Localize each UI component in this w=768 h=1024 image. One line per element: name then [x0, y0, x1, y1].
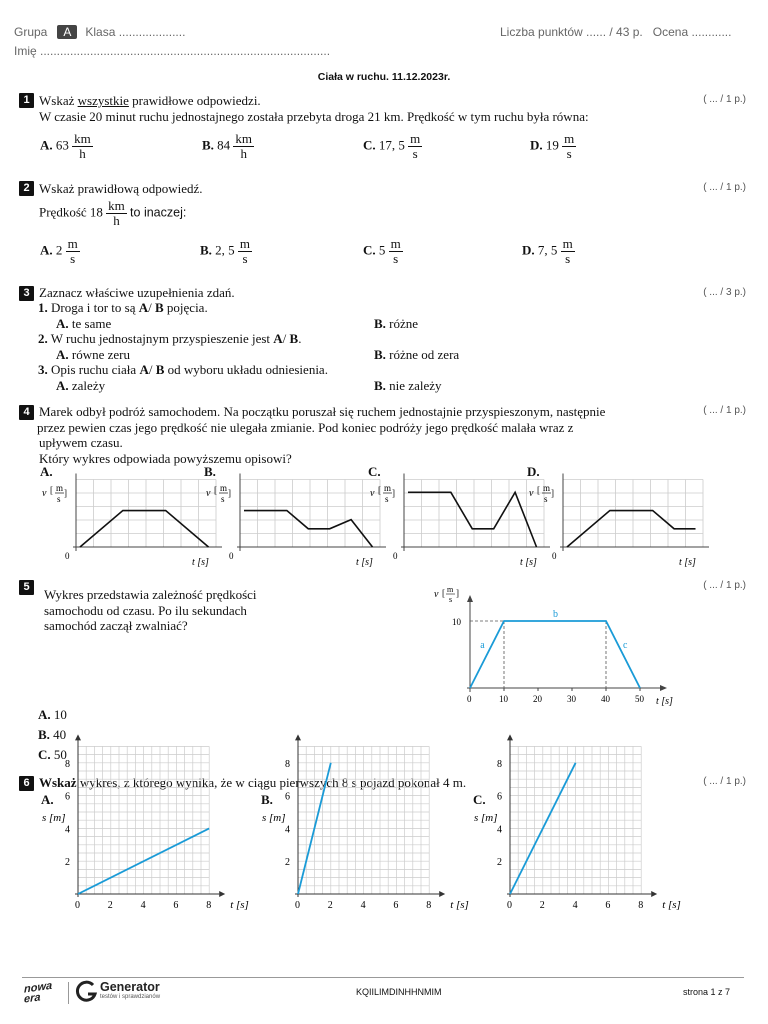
y-tick-label: 2 — [285, 857, 290, 869]
q6-graph-letter: C. — [473, 792, 486, 807]
answer-unit — [562, 132, 576, 161]
x-tick-label: 2 — [327, 900, 333, 911]
q3-statement: 2. W ruchu jednostajnym przyspieszenie jest A/ B. — [38, 331, 302, 346]
x-tick-label: 6 — [173, 900, 179, 911]
x-axis-arrow — [439, 891, 445, 897]
x-axis-label: t [s] — [450, 899, 469, 911]
footer-code: KQIILIMDINHHNMIM — [356, 987, 442, 997]
answer-letter: B. — [200, 242, 216, 258]
answer-value: 50 — [53, 747, 67, 762]
question-number-3: 3 — [19, 286, 34, 301]
answer-unit — [72, 132, 93, 161]
y-axis-unit-den: s — [385, 494, 389, 504]
y-axis-label-v: v — [529, 488, 534, 499]
answer-unit — [66, 237, 80, 266]
q3-statement-number: 3. — [38, 362, 48, 377]
x-axis-arrow — [219, 891, 225, 897]
answer-letter: D. — [530, 137, 546, 153]
y-tick-label: 8 — [497, 758, 502, 770]
question-number-6: 6 — [19, 776, 34, 791]
unit-numerator: km — [74, 131, 91, 146]
footer-page: strona 1 z 7 — [683, 987, 731, 997]
y-axis-unit-num: m — [220, 483, 228, 493]
klasa-field: Klasa .................... — [85, 25, 186, 39]
y-axis-label-bracket: [ — [537, 485, 540, 495]
q3-option-b[interactable]: B. różne — [374, 316, 419, 331]
answer-value: 10 — [53, 707, 67, 722]
question-number-4: 4 — [19, 405, 34, 420]
y-tick-label: 8 — [65, 758, 70, 770]
y-tick-label: 4 — [497, 824, 502, 836]
q4-graph-letter: A. — [40, 464, 53, 479]
unit-denominator: s — [566, 146, 572, 161]
y-tick-label: 8 — [285, 758, 290, 770]
origin-label: 0 — [65, 551, 70, 561]
unit-denominator: s — [242, 251, 248, 266]
answer-option[interactable] — [202, 132, 254, 161]
q6-graph-letter: B. — [261, 792, 273, 807]
y-tick-label: 2 — [65, 857, 70, 869]
unit-numerator: m — [239, 236, 251, 251]
question-number-5: 5 — [19, 580, 34, 595]
q3-intro: Zaznacz właściwe uzupełnienia zdań. — [39, 285, 235, 300]
answer-letter: D. — [522, 242, 538, 258]
q4-graph-curve — [80, 511, 209, 547]
q4-graph-svg — [523, 462, 696, 572]
q4-graph-curve — [244, 511, 373, 547]
x-axis-label: t [s] — [192, 557, 209, 568]
x-tick-label: 2 — [539, 900, 545, 911]
y-axis-label-bracket: ] — [228, 488, 231, 498]
y-axis-label-v: v — [42, 488, 47, 499]
q3-option-a[interactable]: A. równe zeru — [56, 347, 130, 362]
q1-points: ( ... / 1 p.) — [703, 94, 746, 105]
q3-points: ( ... / 3 p.) — [703, 287, 746, 298]
q4-graph-svg — [200, 462, 373, 572]
answer-value: 84 — [217, 137, 234, 153]
answer-unit — [233, 132, 254, 161]
q6-points: ( ... / 1 p.) — [703, 776, 746, 787]
x-axis-label: t [s] — [656, 696, 673, 707]
grupa-label: Grupa — [14, 25, 48, 39]
answer-letter: C. — [363, 137, 379, 153]
x-tick-label: 8 — [638, 900, 644, 911]
x-axis-label: t [s] — [520, 557, 537, 568]
x-axis-arrow — [660, 685, 667, 691]
y-axis-label: s [m] — [262, 812, 286, 824]
q1-text: Wskaż wszystkie prawidłowe odpowiedzi. W czasie 20 minut ruchu jednostajnego została przebyta droga 21 km. Prędkość w tym ruchu była równa: — [39, 93, 589, 124]
q3-statement-number: 2. — [38, 331, 48, 346]
x-tick-label: 4 — [360, 900, 366, 911]
segment-label-b: b — [553, 609, 558, 620]
unit-denominator: s — [70, 251, 76, 266]
answer-value: 5 — [378, 242, 389, 258]
unit-numerator: m — [410, 131, 421, 146]
answer-letter: A. — [40, 242, 56, 258]
y-axis-unit-den: s — [57, 494, 61, 504]
q2-points: ( ... / 1 p.) — [703, 182, 746, 193]
x-tick-label: 8 — [206, 900, 212, 911]
q2-line1: Wskaż prawidłową odpowiedź. — [39, 181, 203, 196]
answer-option[interactable] — [38, 727, 66, 743]
x-axis-label: t [s] — [662, 899, 681, 911]
origin-label: 0 — [229, 551, 234, 561]
y-tick-label: 6 — [65, 791, 70, 803]
unit-numerator: m — [562, 236, 573, 251]
y-axis-label-bracket: ] — [64, 488, 67, 498]
answer-option[interactable] — [38, 707, 67, 723]
header-group — [14, 25, 185, 39]
q6-graph-svg — [36, 758, 251, 920]
x-tick-label: 4 — [572, 900, 578, 911]
y-axis-label-bracket: ] — [551, 488, 554, 498]
unit-numerator: km — [235, 131, 253, 146]
q3-option-a[interactable]: A. te same — [56, 316, 112, 331]
velocity-curve — [470, 621, 640, 688]
footer-divider — [22, 977, 744, 978]
y-axis-unit-num: m — [447, 585, 454, 594]
answer-option[interactable] — [363, 132, 422, 161]
answer-option[interactable] — [40, 237, 80, 266]
y-axis-label-v: v — [434, 589, 439, 600]
unit-denominator: s — [412, 146, 418, 161]
y-axis-label-bracket: [ — [378, 485, 381, 495]
q3-option-b[interactable]: B. różne od zera — [374, 347, 460, 362]
x-axis-label: t [s] — [679, 557, 696, 568]
q6-graph-option[interactable] — [256, 758, 471, 920]
q4-graph-option[interactable] — [364, 462, 537, 572]
answer-option[interactable] — [200, 237, 252, 266]
answer-letter: A. — [38, 707, 54, 722]
q4-graph-letter: D. — [527, 464, 540, 479]
y-axis-unit-den: s — [221, 494, 225, 504]
x-tick-label: 0 — [467, 694, 472, 704]
imie-field: Imię ....................................................................................... — [14, 44, 331, 58]
q4-points: ( ... / 1 p.) — [703, 405, 746, 416]
page-title: Ciała w ruchu. 11.12.2023r. — [317, 71, 451, 83]
answer-letter: C. — [38, 747, 54, 762]
x-tick-label: 0 — [75, 900, 80, 911]
q6-graph-svg — [468, 758, 683, 920]
x-tick-label: 20 — [533, 694, 542, 704]
answer-value: 19 — [545, 137, 563, 153]
unit-denominator: h — [79, 146, 86, 161]
q4-graph-svg — [36, 462, 209, 572]
unit-numerator: m — [564, 131, 575, 146]
y-axis-arrow — [295, 734, 301, 740]
x-tick-label: 4 — [140, 900, 146, 911]
x-tick-label: 30 — [567, 694, 576, 704]
y-axis-label-bracket: ] — [392, 488, 395, 498]
points-field — [500, 25, 731, 39]
x-axis-arrow — [651, 891, 657, 897]
answer-option[interactable] — [530, 132, 576, 161]
q4-graph-svg — [364, 462, 537, 572]
y-tick-label: 2 — [497, 857, 502, 869]
logo-separator — [68, 982, 69, 1004]
q2-line2: Prędkość 18 $\frac{km}{h}$ to inaczej: — [39, 198, 187, 228]
x-tick-label: 8 — [426, 900, 432, 911]
q4-graph-letter: B. — [204, 464, 216, 479]
q3-option-a[interactable]: A. zależy — [56, 378, 106, 393]
q4-graphs — [36, 462, 736, 572]
answer-value: 17, 5 — [378, 137, 409, 153]
q5-text: Wykres przedstawia zależność prędkości samochodu od czasu. Po ilu sekundach samochód zaczął zwalniać? — [44, 587, 257, 633]
segment-label-c: c — [623, 639, 628, 651]
answer-value: 2 — [55, 242, 66, 258]
q6-graph-option[interactable] — [36, 758, 251, 920]
answer-unit — [238, 237, 252, 266]
question-number-1: 1 — [19, 93, 34, 108]
unit-numerator: m — [67, 236, 78, 251]
answer-letter: C. — [363, 242, 379, 258]
y-axis-arrow — [75, 734, 81, 740]
grupa-badge: A — [57, 25, 77, 39]
x-tick-label: 6 — [393, 900, 399, 911]
q3-statement: 1. Droga i tor to są A/ B pojęcia. — [38, 300, 208, 315]
x-axis-label: t [s] — [230, 899, 249, 911]
y-axis-label-bracket: [ — [214, 485, 217, 495]
q5-points: ( ... / 1 p.) — [703, 580, 746, 591]
y-axis-label-v: v — [206, 488, 211, 499]
q6-text: Wskaż wykres, z którego wynika, że w ciągu pierwszych 8 s pojazd pokonał 4 m. — [39, 775, 467, 790]
origin-label: 0 — [393, 551, 398, 561]
y-axis-label-bracket: [ — [50, 485, 53, 495]
generator-text: Generator — [100, 980, 160, 994]
y-axis-unit-num: m — [384, 483, 392, 493]
q5-velocity-chart — [425, 580, 673, 710]
x-tick-label: 0 — [295, 900, 300, 911]
unit-numerator: m — [390, 236, 401, 251]
answer-value: 63 — [55, 137, 73, 153]
y-axis-arrow — [507, 734, 513, 740]
x-tick-label: 50 — [635, 694, 644, 704]
answer-option[interactable] — [40, 132, 93, 161]
q4-graph-curve — [567, 511, 696, 547]
x-tick-label: 40 — [601, 694, 610, 704]
y-tick-label: 6 — [285, 791, 290, 803]
answer-unit — [408, 132, 422, 161]
answer-letter: A. — [40, 137, 56, 153]
y-axis-unit-den: s — [544, 494, 548, 504]
y-tick-label: 4 — [65, 824, 70, 836]
nowa-era-logo: nowa era — [24, 979, 53, 1006]
y-axis-label-bracket: [ — [442, 588, 445, 598]
y-tick-label: 4 — [285, 824, 290, 836]
generator-subtext: testów i sprawdzianów — [100, 994, 161, 1000]
generator-g-icon — [76, 980, 98, 1004]
answer-letter: B. — [202, 137, 218, 153]
q2-answers — [40, 237, 740, 273]
y-tick-label: 6 — [497, 791, 502, 803]
q4-graph-letter: C. — [368, 464, 381, 479]
points-label: Liczba punktów ...... / 43 p. — [500, 25, 643, 39]
segment-label-a: a — [480, 639, 485, 651]
x-tick-label: 6 — [605, 900, 611, 911]
question-number-2: 2 — [19, 181, 34, 196]
answer-value: 7, 5 — [537, 242, 561, 258]
answer-value: 40 — [53, 727, 67, 742]
answer-value: 2, 5 — [215, 242, 238, 258]
x-axis-label: t [s] — [356, 557, 373, 568]
q6-graph-svg — [256, 758, 471, 920]
q6-graph-option[interactable] — [468, 758, 683, 920]
y-axis-unit-num: m — [543, 483, 551, 493]
y-tick-label: 10 — [452, 617, 461, 627]
ocena-label: Ocena ............ — [652, 25, 732, 39]
y-axis-arrow — [467, 595, 473, 602]
origin-label: 0 — [552, 551, 557, 561]
y-axis-unit-den: s — [449, 595, 453, 604]
y-axis-label: s [m] — [474, 812, 498, 824]
answer-unit — [561, 237, 575, 266]
answer-option[interactable] — [38, 747, 67, 763]
x-tick-label: 2 — [107, 900, 113, 911]
y-axis-label-v: v — [370, 488, 375, 499]
q4-graph-option[interactable] — [523, 462, 696, 572]
q1-answers — [40, 132, 740, 168]
q3-statement-number: 1. — [38, 300, 48, 315]
x-tick-label: 0 — [507, 900, 512, 911]
q6-graph-letter: A. — [41, 792, 54, 807]
q4-text: Marek odbył podróż samochodem. Na początku poruszał się ruchem jednostajnie przyspieszonym, następnie przez pewien czas jego prędkość nie ulegała zmianie. Pod koniec podróży jego prędkość malała wraz z upływem czasu. Który wykres odpowiada powyższemu opisowi? — [37, 404, 606, 466]
q4-graph-option[interactable] — [200, 462, 373, 572]
answer-unit — [389, 237, 403, 266]
answer-option[interactable] — [363, 237, 403, 266]
unit-denominator: s — [565, 251, 571, 266]
unit-denominator: h — [240, 146, 247, 161]
answer-option[interactable] — [522, 237, 575, 266]
q4-graph-option[interactable] — [36, 462, 209, 572]
q3-statement: 3. Opis ruchu ciała A/ B od wyboru układu odniesienia. — [38, 362, 328, 377]
unit-denominator: s — [393, 251, 399, 266]
y-axis-unit-num: m — [56, 483, 64, 493]
x-tick-label: 10 — [499, 694, 508, 704]
q3-option-b[interactable]: B. nie zależy — [374, 378, 442, 393]
answer-letter: B. — [38, 727, 54, 742]
y-axis-label-bracket: ] — [456, 588, 459, 598]
y-axis-label: s [m] — [42, 812, 66, 824]
